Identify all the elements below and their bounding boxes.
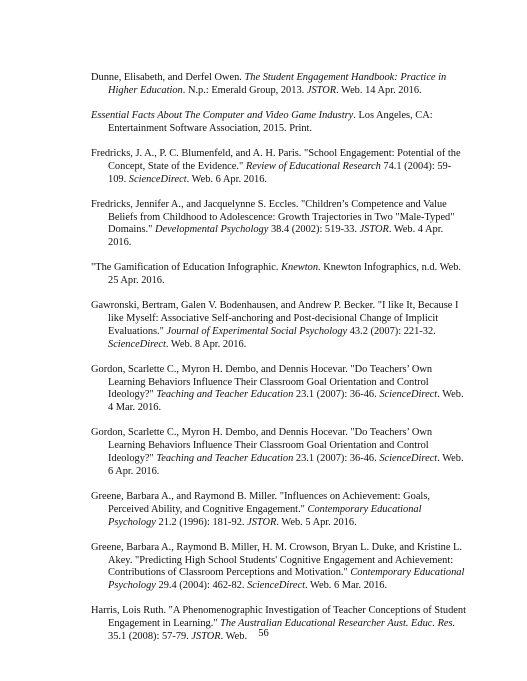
reference-text: Fredricks, J. A., P. C. Blumenfeld, and A. H. Paris. "School Engagement: Potential of the Concept, State of the Evidence." <box>91 147 461 172</box>
reference-text: Gordon, Scarlette C., Myron H. Dembo, and Dennis Hocevar. "Do Teachers’ Own Learning Behaviors Influence Their Classroom Goal Orientation and Control Ideology?" <box>91 363 433 401</box>
reference-text: . Web. 6 Apr. 2016. <box>108 453 464 477</box>
reference-italic-text: Contemporary Educational Psychology <box>108 567 465 592</box>
reference-text: . Web. 8 Apr. 2016. <box>165 338 247 350</box>
reference-text: . Los Angeles, CA: Entertainment Software Association, 2015. Print. <box>108 109 433 134</box>
reference-text: 21.2 (1996): 181-92. <box>155 516 248 528</box>
reference-text: "The Gamification of Education Infographic. <box>91 262 282 274</box>
reference-entry <box>91 491 466 529</box>
reference-text: 43.2 (2007): 221-32. <box>347 325 436 337</box>
reference-italic-text: Journal of Experimental Social Psychology <box>166 325 348 337</box>
reference-italic-text: JSTOR <box>306 84 337 96</box>
reference-entry <box>91 427 466 478</box>
reference-italic-text: Developmental Psychology <box>154 224 269 236</box>
reference-text: . Web. 6 Mar. 2016. <box>305 580 388 592</box>
reference-italic-text: JSTOR <box>247 516 277 528</box>
reference-italic-text: Teaching and Teacher Education <box>156 453 294 465</box>
page-number: 56 <box>258 628 269 639</box>
reference-entry <box>91 72 466 98</box>
reference-italic-text: Essential Facts About The Computer and Video Game Industry <box>91 109 354 121</box>
reference-entry <box>91 300 466 351</box>
reference-text: . Web. 5 Apr. 2016. <box>276 516 357 528</box>
reference-text: . N.p.: Emerald Group, 2013. <box>182 84 307 96</box>
reference-text: 38.4 (2002): 519-33. <box>268 224 360 236</box>
reference-text: . Web. 4 Apr. 2016. <box>108 224 444 249</box>
reference-italic-text: ScienceDirect <box>108 338 166 350</box>
reference-italic-text: Teaching and Teacher Education <box>156 389 294 401</box>
reference-italic-text: ScienceDirect <box>379 389 438 401</box>
reference-text: Gordon, Scarlette C., Myron H. Dembo, and Dennis Hocevar. "Do Teachers’ Own Learning Behaviors Influence Their Classroom Goal Orientation and Control Ideology?" <box>91 427 433 465</box>
reference-text: 74.1 (2004): 59-109. <box>108 160 452 185</box>
reference-text: Harris, Lois Ruth. "A Phenomenographic Investigation of Teacher Conceptions of Student Engagement in Learning." <box>91 605 467 630</box>
reference-text: 35.1 (2008): 57-79. <box>108 631 192 642</box>
reference-text: 29.4 (2004): 462-82. <box>155 580 248 592</box>
reference-italic-text: JSTOR <box>359 224 389 236</box>
reference-text: Greene, Barbara A., Raymond B. Miller, H. M. Crowson, Bryan L. Duke, and Kristine L. Akey. "Predicting High School Students' Cognitive Engagement and Achievement: Contributions of Classroom Perceptions and Motivation." <box>91 541 462 579</box>
reference-text: Dunne, Elisabeth, and Derfel Owen. <box>91 72 245 83</box>
reference-text: 23.1 (2007): 36-46. <box>293 389 380 401</box>
reference-text: . Knewton Infographics, n.d. Web. 25 Apr. 2016. <box>108 262 461 287</box>
reference-italic-text: The Student Engagement Handbook: Practice in Higher Education <box>108 72 447 96</box>
reference-italic-text: ScienceDirect <box>247 580 305 592</box>
reference-text: 23.1 (2007): 36-46. <box>293 453 380 465</box>
reference-text: . Web. 14 Apr. 2016. <box>336 84 422 96</box>
reference-entry <box>91 542 466 593</box>
reference-text: Greene, Barbara A., and Raymond B. Miller. "Influences on Achievement: Goals, Perceived Ability, and Cognitive Engagement." <box>91 491 430 515</box>
reference-italic-text: The Australian Educational Researcher Aust. Educ. Res. <box>220 618 456 630</box>
works-cited-list <box>91 72 466 656</box>
reference-italic-text: Contemporary Educational Psychology <box>108 503 422 528</box>
reference-text: . Web. 4 Mar. 2016. <box>108 389 464 414</box>
reference-entry <box>91 262 466 288</box>
reference-text: Fredricks, Jennifer A., and Jacquelynne S. Eccles. "Children’s Competence and Value Beliefs from Childhood to Adolescence: Growth Trajectories in Two "Male-Typed" Domains." <box>91 198 455 236</box>
reference-italic-text: Review of Educational Research <box>245 160 381 172</box>
reference-entry <box>91 110 466 136</box>
reference-entry <box>91 148 466 186</box>
reference-text: . Web. <box>220 631 248 642</box>
reference-italic-text: JSTOR <box>191 631 221 642</box>
reference-italic-text: ScienceDirect <box>379 453 438 465</box>
reference-entry <box>91 364 466 415</box>
reference-entry <box>91 199 466 250</box>
reference-text: . Web. 6 Apr. 2016. <box>186 173 268 185</box>
reference-text: Gawronski, Bertram, Galen V. Bodenhausen, and Andrew P. Becker. "I like It, Because I like Myself: Associative Self-anchoring and Post-decisional Change of Implicit Evaluations." <box>91 300 459 337</box>
reference-italic-text: Knewton <box>281 262 319 274</box>
reference-italic-text: ScienceDirect <box>128 173 187 185</box>
